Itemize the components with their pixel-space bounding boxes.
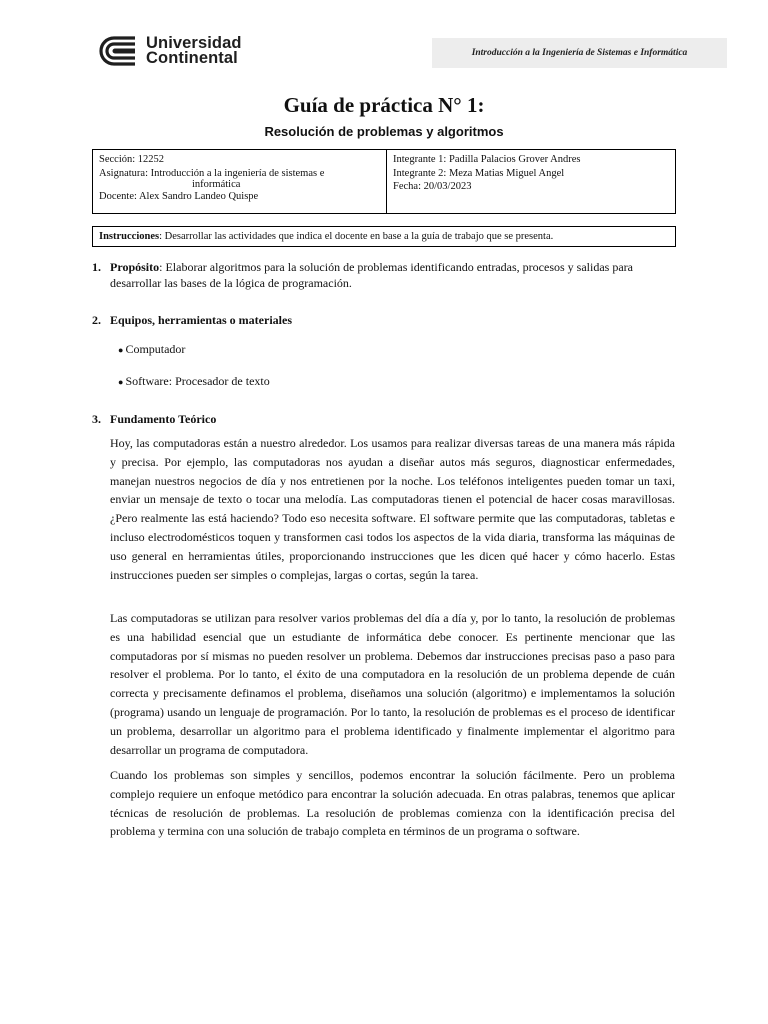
info-table bbox=[92, 149, 676, 214]
section-3-number: 3. bbox=[92, 412, 101, 426]
section-fundamento bbox=[92, 411, 677, 427]
instructions-box bbox=[92, 226, 676, 247]
asignatura-text: Asignatura: Introducción a la ingeniería de sistemas e bbox=[99, 167, 325, 179]
seccion-text: Sección: 12252 bbox=[99, 154, 165, 165]
bullet-icon: ● bbox=[118, 377, 124, 387]
integrante-1-text: Integrante 1: Padilla Palacios Grover Andres bbox=[393, 154, 581, 165]
list-item-text: Computador bbox=[125, 342, 186, 356]
section-proposito bbox=[92, 259, 677, 291]
university-logo bbox=[97, 34, 242, 68]
integrante-2-text: Integrante 2: Meza Matias Miguel Angel bbox=[393, 167, 565, 179]
logo-wordmark bbox=[146, 36, 242, 66]
logo-line-1: Universidad bbox=[146, 34, 242, 52]
section-1-text: : Elaborar algoritmos para la solución de problemas identificando entradas, procesos y salidas para desarrollar las bases de la lógica de programación. bbox=[110, 260, 633, 290]
asignatura-text-cont: informática bbox=[192, 179, 241, 190]
instructions-label: Instrucciones bbox=[99, 231, 160, 242]
list-item bbox=[118, 341, 185, 358]
section-2-title: Equipos, herramientas o materiales bbox=[110, 313, 292, 327]
fecha-text: Fecha: 20/03/2023 bbox=[393, 181, 472, 192]
docente-text: Docente: Alex Sandro Landeo Quispe bbox=[99, 191, 259, 202]
section-1-label: Propósito bbox=[110, 260, 160, 274]
section-1-number: 1. bbox=[92, 260, 101, 274]
list-item bbox=[118, 373, 270, 390]
section-1-body bbox=[92, 259, 677, 291]
paragraph-1: Hoy, las computadoras están a nuestro alrededor. Los usamos para realizar diversas tareas de una manera más rápida y precisa. Por ejemplo, las computadoras nos ayudan a diseñar autos más seguros, diagnosticar enfermedades, manejan nuestros negocios de día y nos entretienen por la noche. Los teléfonos inteligentes pueden tomar un taxi, enviar un mensaje de texto o tocar una melodía. Las computadoras tienen el potencial de hacer cosas maravillosas. ¿Pero realmente las está haciendo? Todo eso necesita software. El software permite que las computadoras, tabletas e incluso electrodomésticos toquen y transformen casi todos los aspectos de la vida diaria, transforma las máquinas de uso general en herramientas útiles, proporcionando instrucciones que les dicen qué hacer y cómo hacerlo. Estas instrucciones pueden ser simples o complejas, largas o cortas, según la tarea. bbox=[110, 436, 675, 582]
course-banner bbox=[432, 38, 727, 68]
paragraph-2: Las computadoras se utilizan para resolver varios problemas del día a día y, por lo tanto, la resolución de problemas es una habilidad esencial que un estudiante de informática debe conocer. Es pertinente mencionar que las computadoras por sí mismas no pueden resolver un problema. Debemos dar instrucciones precisas paso a paso para resolver el problema. Por lo tanto, el éxito de una computadora en la resolución de un problema depende de cuán correcta y precisamente definamos el problema, diseñamos una solución (algoritmo) e implementamos la solución (programa) usando un lenguaje de programación. Por lo tanto, la resolución de problemas es el proceso de identificar un problema, desarrollar un algoritmo para el problema identificado y finalmente implementar el algoritmo para desarrollar un programa de computadora. bbox=[110, 611, 675, 757]
info-left-cell bbox=[93, 150, 387, 213]
page-subtitle: Resolución de problemas y algoritmos bbox=[264, 124, 504, 139]
section-2-number: 2. bbox=[92, 313, 101, 327]
info-right-cell bbox=[387, 150, 675, 213]
section-3-title: Fundamento Teórico bbox=[110, 412, 217, 426]
paragraph-3: Cuando los problemas son simples y sencillos, podemos encontrar la solución fácilmente. Pero un problema complejo requiere un enfoque metódico para encontrar la solución adecuada. En otras palabras, tenemos que aplicar técnicas de resolución de problemas. La resolución de problemas comienza con la identificación precisa del problema y termina con una solución de trabajo completa en términos de un programa o software. bbox=[110, 768, 675, 839]
section-equipos bbox=[92, 312, 677, 328]
course-banner-text: Introducción a la Ingeniería de Sistemas e Informática bbox=[471, 48, 688, 58]
page-title: Guía de práctica N° 1: bbox=[283, 93, 485, 117]
continental-c-logo-icon bbox=[97, 34, 139, 68]
list-item-text: Software: Procesador de texto bbox=[125, 374, 270, 388]
instructions-text: : Desarrollar las actividades que indica el docente en base a la guía de trabajo que se presenta. bbox=[159, 231, 554, 242]
logo-line-2: Continental bbox=[146, 49, 238, 67]
bullet-icon: ● bbox=[118, 345, 124, 355]
